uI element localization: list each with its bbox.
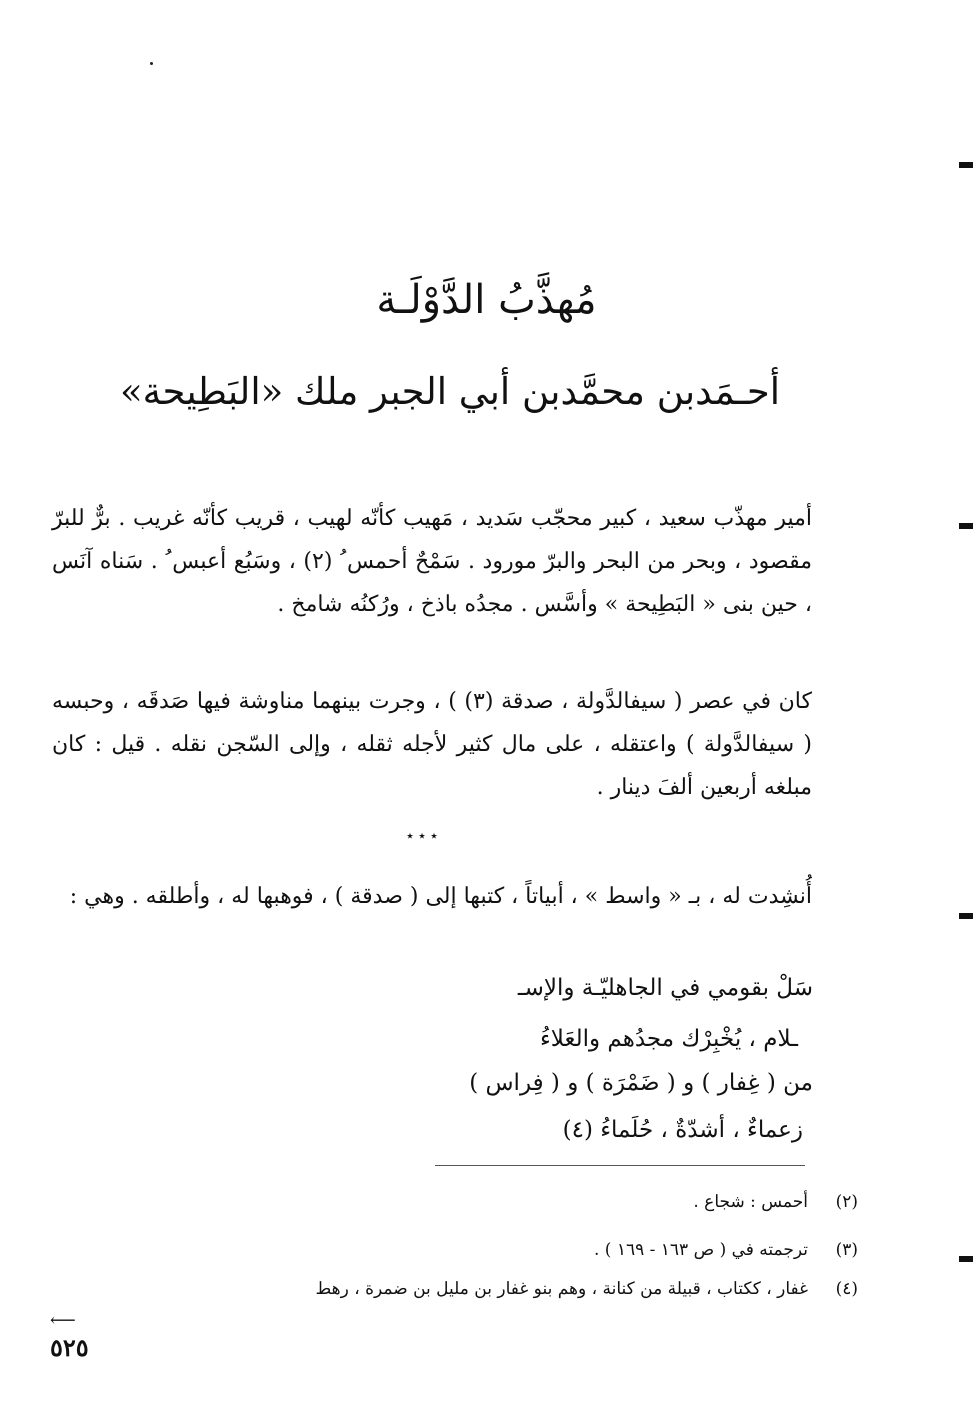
page-number: ٥٢٥ <box>50 1333 89 1362</box>
paragraph-1: أمير مهذّب سعيد ، كبير محجّب سَديد ، مَهيب كأنّه لهيب ، قريب كأنّه غريب . برٌّ للبرّ مقصود ، وبحر من البحر والبرّ مورود . سَمْحٌ أحمس ُ (٢) ، وسَبُع أعبس ُ . سَناه آنَس ، حين بنى « البَطِيحة » وأسَّس . مجدُه باذخ ، ورُكنُه شامخ . <box>52 506 812 617</box>
verse-line-2: ـلام ، يُخْبِرْك مجدُهم والعَلاءُ <box>539 1026 798 1052</box>
page-edge-mark <box>959 523 973 529</box>
footnote-text: أحمس : شجاع . <box>693 1192 808 1212</box>
section-title: مُهذَّبُ الدَّوْلَـة <box>376 277 597 323</box>
footnote-text: غفار ، ككتاب ، قبيلة من كنانة ، وهم بنو غفار بن مليل بن ضمرة ، رهط <box>315 1279 808 1299</box>
footnote-3 <box>593 1235 858 1265</box>
footnote-text: ترجمته في ( ص ١٦٣ - ١٦٩ ) . <box>593 1240 808 1260</box>
page-edge-mark <box>959 1256 973 1262</box>
ink-speck <box>150 62 153 65</box>
paragraph-3: أُنشِدت له ، بـ « واسط » ، أبياتاً ، كتبها إلى ( صدقة ) ، فوهبها له ، وأطلقه . وهي : <box>69 884 812 909</box>
paragraph-2: كان في عصر ( سيفالدَّولة ، صدقة (٣) ) ، وجرت بينهما مناوشة فيها صَدقَه ، وحبسه ( سيفالدَّولة ) واعتقله ، على مال كثير لأجله ثقله ، وإلى السّجن نقله . قيل : كان مبلغه أربعين ألفَ دينار . <box>52 689 812 800</box>
verse-line-1: سَلْ بقومي في الجاهليّـة والإسـ <box>517 975 813 1001</box>
footnote-number: (٣) <box>835 1240 858 1260</box>
section-subtitle: أحـمَدبن محمَّدبن أبي الجبر ملك «البَطِيحة» <box>120 370 780 413</box>
page-edge-mark <box>959 162 973 168</box>
verse-line-4: زعماءٌ ، أشدّةٌ ، حُلَماءُ (٤) <box>562 1117 803 1143</box>
footnote-number: (٢) <box>835 1192 858 1212</box>
footnote-divider <box>435 1165 805 1166</box>
section-divider-stars: ⋆⋆⋆ <box>405 826 442 845</box>
footnote-2 <box>693 1187 858 1217</box>
verse-line-3: من ( غِفار ) و ( ضَمْرَة ) و ( فِراس ) <box>469 1070 813 1096</box>
page-edge-mark <box>959 913 973 919</box>
continuation-arrow-icon: ⟵ <box>50 1310 76 1331</box>
footnote-4 <box>315 1274 858 1304</box>
footnote-number: (٤) <box>835 1279 858 1299</box>
